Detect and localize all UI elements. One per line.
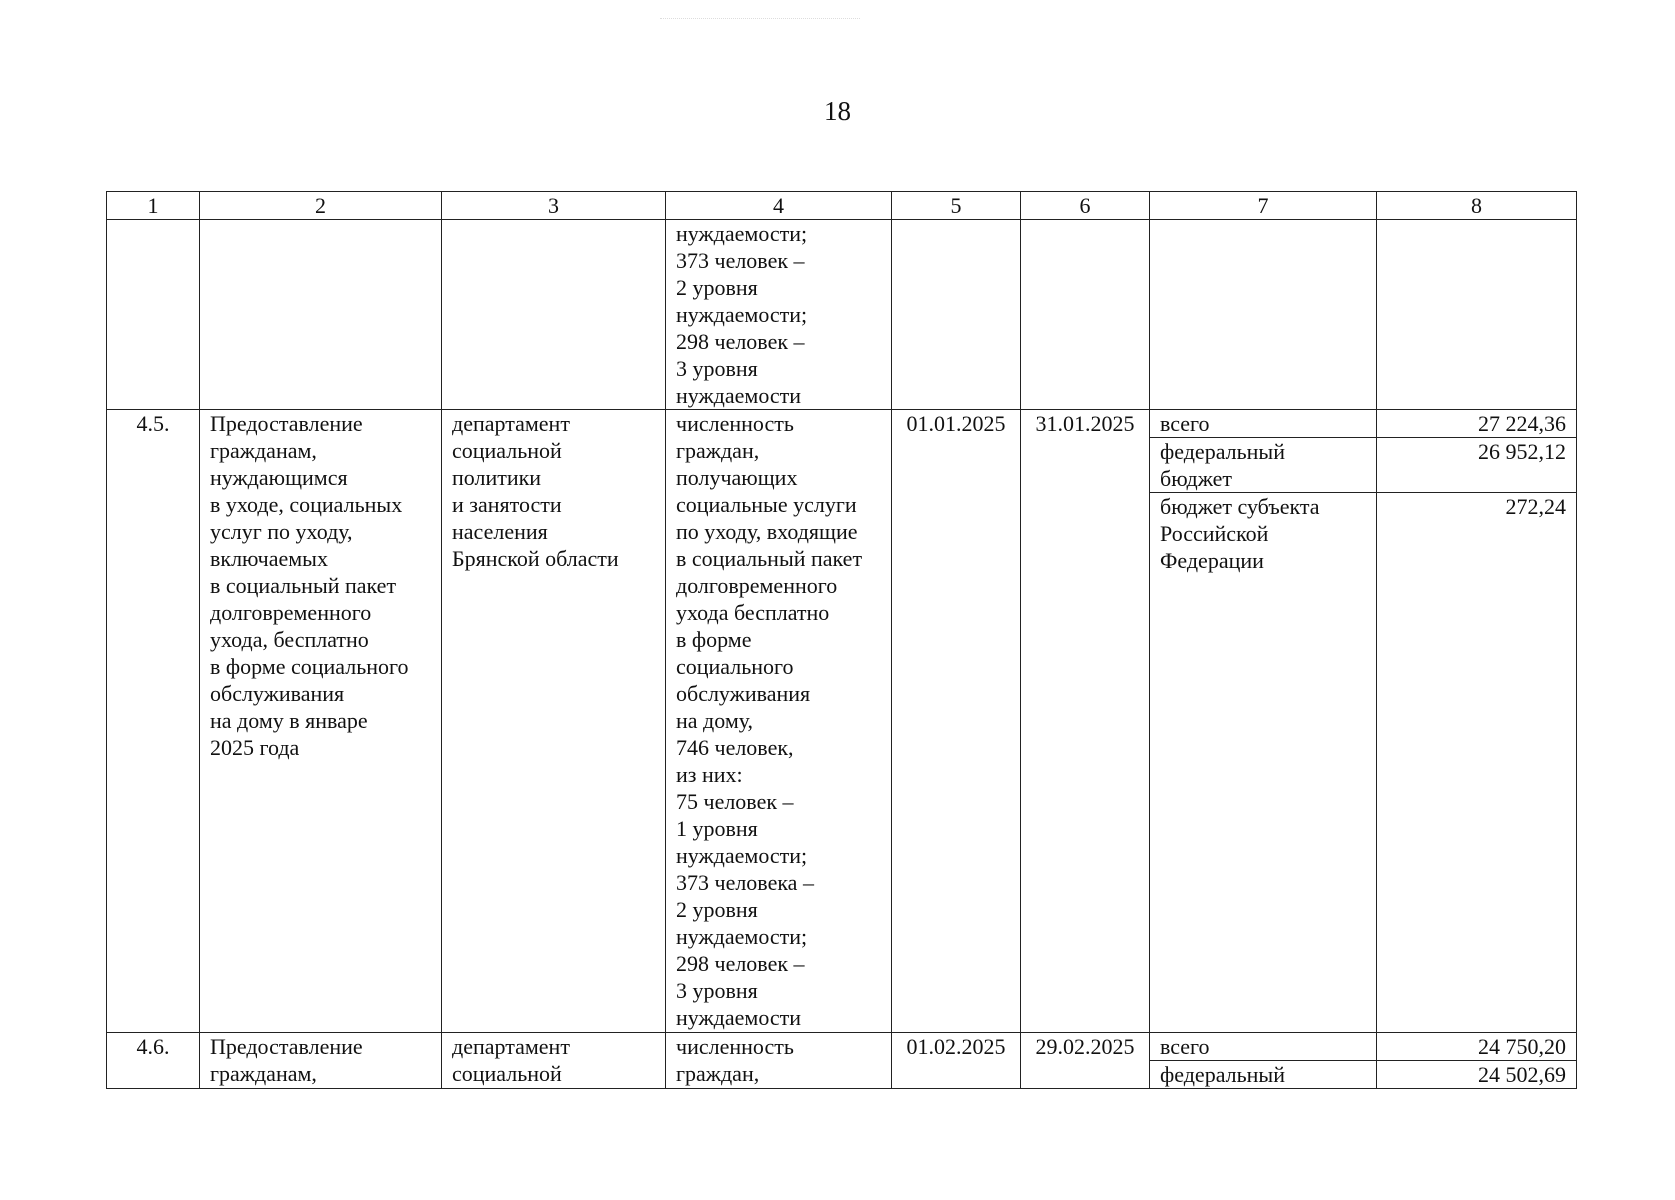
indicator-cell: нуждаемости; 373 человек – 2 уровня нуждаемости; 298 человек – 3 уровня нуждаемости: [666, 220, 892, 410]
empty-cell: [107, 220, 200, 410]
row-number: 4.6.: [107, 1033, 200, 1089]
end-date: 31.01.2025: [1021, 410, 1150, 1033]
executor-cell: департамент социальной: [442, 1033, 666, 1089]
column-number: 6: [1021, 192, 1150, 220]
indicator-cell: численность граждан,: [666, 1033, 892, 1089]
row-number: 4.5.: [107, 410, 200, 1033]
empty-cell: [1021, 220, 1150, 410]
funding-amount: 24 502,69: [1377, 1061, 1577, 1089]
end-date: 29.02.2025: [1021, 1033, 1150, 1089]
column-number: 7: [1150, 192, 1377, 220]
scan-artifact: [660, 18, 860, 21]
funding-amount: 24 750,20: [1377, 1033, 1577, 1061]
column-number: 4: [666, 192, 892, 220]
program-table: [106, 191, 1577, 1089]
start-date: 01.02.2025: [892, 1033, 1021, 1089]
description-cell: Предоставление гражданам,: [200, 1033, 442, 1089]
table-row: [107, 1033, 1577, 1061]
column-number: 1: [107, 192, 200, 220]
column-number: 2: [200, 192, 442, 220]
funding-source: всего: [1150, 1033, 1377, 1061]
empty-cell: [200, 220, 442, 410]
funding-source: федеральный: [1150, 1061, 1377, 1089]
funding-source: федеральный бюджет: [1150, 438, 1377, 493]
start-date: 01.01.2025: [892, 410, 1021, 1033]
funding-amount: 27 224,36: [1377, 410, 1577, 438]
empty-cell: [892, 220, 1021, 410]
column-number: 8: [1377, 192, 1577, 220]
empty-cell: [1150, 220, 1377, 410]
page-number: 18: [824, 96, 851, 126]
column-number-row: [107, 192, 1577, 220]
funding-source: всего: [1150, 410, 1377, 438]
executor-cell: департамент социальной политики и занятости населения Брянской области: [442, 410, 666, 1033]
indicator-cell: численность граждан, получающих социальные услуги по уходу, входящие в социальный пакет долговременного ухода бесплатно в форме социального обслуживания на дому, 746 человек, из них: 75 человек – 1 уровня нуждаемости; 373 человека – 2 уровня нуждаемости; 298 человек – 3 уровня нуждаемости: [666, 410, 892, 1033]
funding-source: бюджет субъекта Российской Федерации: [1150, 493, 1377, 1033]
empty-cell: [442, 220, 666, 410]
description-cell: Предоставление гражданам, нуждающимся в уходе, социальных услуг по уходу, включаемых в социальный пакет долговременного ухода, бесплатно в форме социального обслуживания на дому в январе 2025 года: [200, 410, 442, 1033]
continuation-row: [107, 220, 1577, 410]
funding-amount: 272,24: [1377, 493, 1577, 1033]
column-number: 5: [892, 192, 1021, 220]
column-number: 3: [442, 192, 666, 220]
empty-cell: [1377, 220, 1577, 410]
table-row: [107, 410, 1577, 438]
funding-amount: 26 952,12: [1377, 438, 1577, 493]
